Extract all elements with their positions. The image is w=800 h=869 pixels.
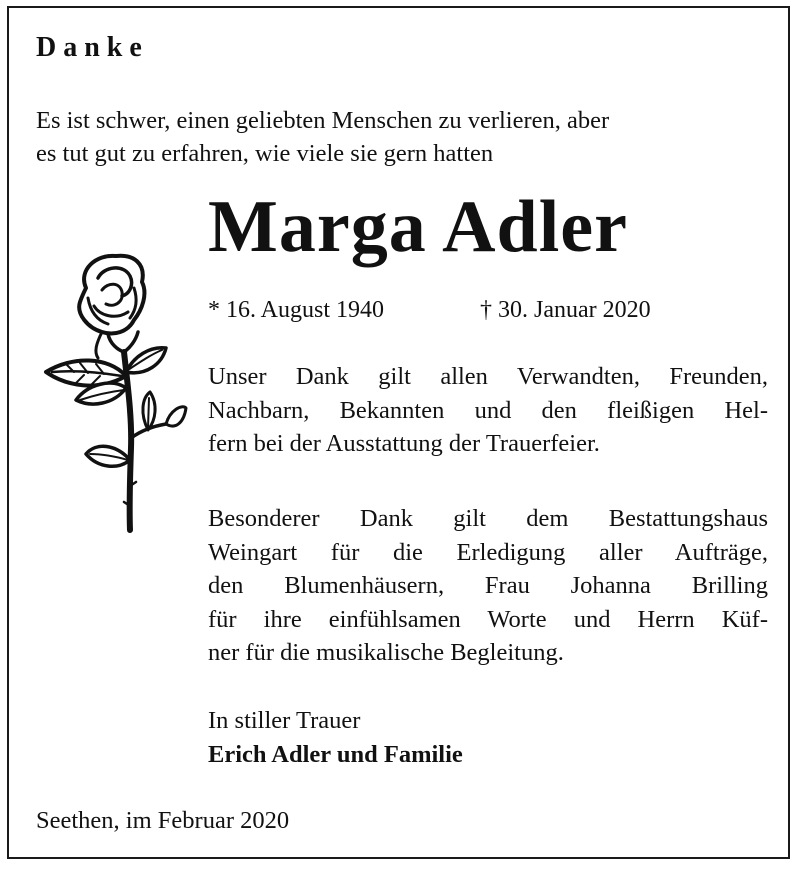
intro-line: es tut gut zu erfahren, wie viele sie gern hatten	[36, 140, 494, 167]
notice-heading: Danke	[36, 32, 149, 63]
paragraph-line: für ihre einfühlsamen Worte und Herrn Küf-	[208, 605, 768, 633]
death-date: † 30. Januar 2020	[480, 297, 651, 323]
closing-signature	[208, 704, 463, 772]
place-and-date: Seethen, im Februar 2020	[36, 807, 290, 834]
deceased-name: Marga Adler	[208, 186, 628, 268]
rose-icon	[38, 248, 188, 538]
paragraph-line: Besonderer Dank gilt dem Bestattungshaus	[208, 505, 768, 532]
life-dates	[208, 294, 708, 326]
paragraph-line: den Blumenhäusern, Frau Johanna Brilling	[208, 572, 768, 599]
paragraph-line: Nachbarn, Bekannten und den fleißigen Hel-	[208, 396, 768, 424]
paragraph-line: Weingart für die Erledigung aller Aufträge,	[208, 538, 768, 566]
intro-text	[36, 104, 776, 170]
paragraph-line: Unser Dank gilt allen Verwandten, Freunden,	[208, 363, 768, 390]
signatory: Erich Adler und Familie	[208, 741, 463, 768]
thanks-paragraph-2	[208, 502, 768, 670]
paragraph-line: ner für die musikalische Begleitung.	[208, 639, 564, 666]
closing-phrase: In stiller Trauer	[208, 707, 361, 734]
paragraph-line: fern bei der Ausstattung der Trauerfeier.	[208, 430, 600, 457]
intro-line: Es ist schwer, einen geliebten Menschen zu verlieren, aber	[36, 107, 610, 134]
thanks-paragraph-1	[208, 360, 768, 461]
birth-date: * 16. August 1940	[208, 297, 385, 323]
